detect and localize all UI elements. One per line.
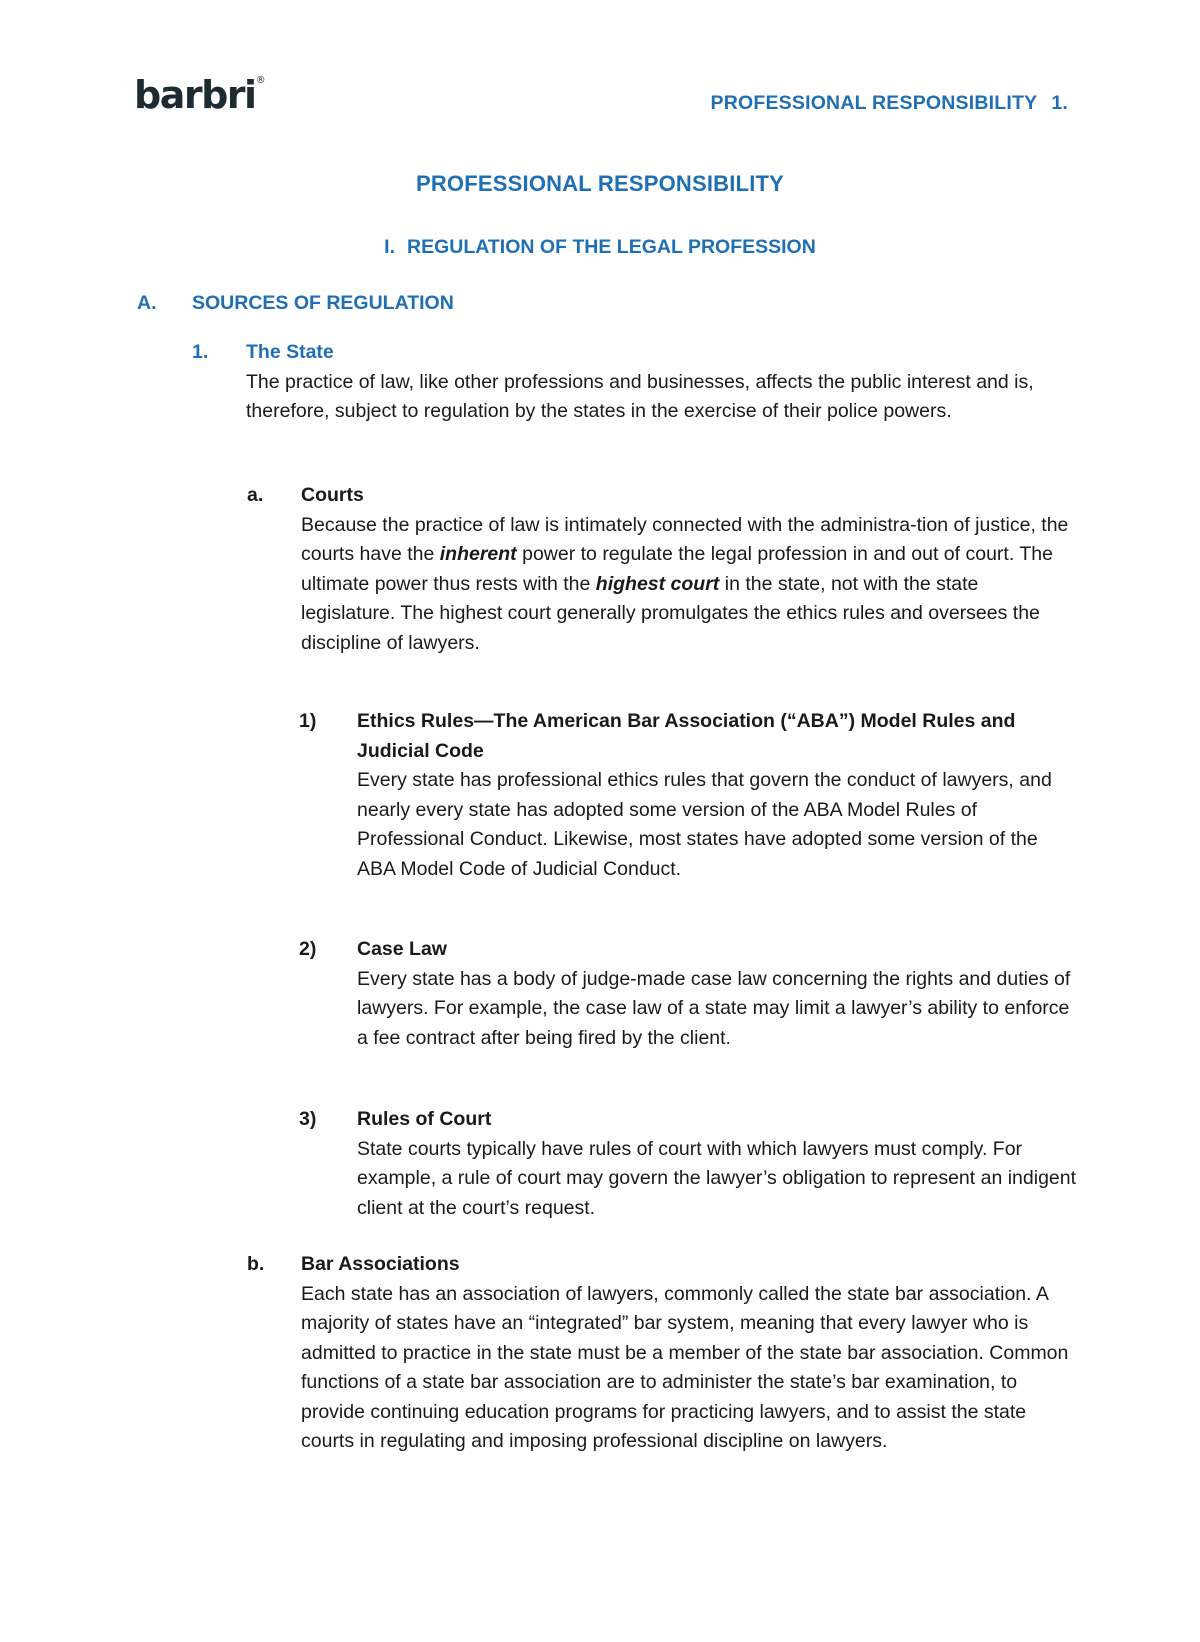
outline-item-rules-of-court — [299, 1105, 1077, 1223]
running-header — [710, 92, 1068, 115]
item-body — [301, 511, 1071, 659]
page-number: 1. — [1051, 92, 1068, 114]
running-title: PROFESSIONAL RESPONSIBILITY — [710, 92, 1038, 114]
item-body: Every state has professional ethics rules that govern the conduct of lawyers, and nearly every state has adopted some version of the ABA Model Rules of Professional Conduct. Likewise, most states have adopted some version of the ABA Model Code of Judicial Conduct. — [357, 769, 1052, 880]
outline-item-the-state — [192, 338, 1076, 427]
item-body: Each state has an association of lawyers, commonly called the state bar association. A majority of states have an “integrated” bar system, meaning that every lawyer who is admitted to practice in the state must be a member of the state bar association. Common functions of a state bar association are to administer the state’s bar examination, to provide continuing education programs for practicing lawyers, and to assist the state courts in regulating and imposing professional discipline on lawyers. — [301, 1282, 1069, 1452]
body-text: Because the practice of law is intimately connected with the administra-tion of justice, the courts have the — [301, 513, 1069, 565]
item-heading: Courts — [301, 484, 364, 506]
outline-item-bar-associations — [247, 1250, 1081, 1457]
part-title: REGULATION OF THE LEGAL PROFESSION — [407, 236, 816, 258]
item-marker: 2) — [299, 938, 317, 960]
section-letter: A. — [137, 292, 157, 314]
outline-item-courts — [247, 481, 1071, 658]
item-marker: b. — [247, 1253, 265, 1275]
item-marker: 1. — [192, 341, 209, 363]
item-heading: The State — [246, 341, 334, 363]
part-heading — [0, 236, 1200, 259]
item-body: State courts typically have rules of court with which lawyers must comply. For example, a rule of court may govern the lawyer’s obligation to represent an indigent client at the court’s request. — [357, 1137, 1077, 1219]
item-heading: Bar Associations — [301, 1253, 460, 1275]
body-text: in the state, not with the state legislature. The highest court generally promulgates the ethics rules and oversees the discipline of lawyers. — [301, 572, 1040, 654]
section-heading — [137, 292, 454, 315]
item-marker: 1) — [299, 710, 317, 732]
trademark-mark: ® — [255, 75, 266, 86]
item-body: Every state has a body of judge-made case law concerning the rights and duties of lawyers. For example, the case law of a state may limit a lawyer’s ability to enforce a fee contract after being fired by the client. — [357, 967, 1071, 1049]
barbri-logo — [134, 73, 266, 117]
document-title: PROFESSIONAL RESPONSIBILITY — [415, 171, 785, 196]
part-number: I. — [384, 236, 396, 258]
outline-item-case-law — [299, 935, 1077, 1053]
logo-text: barbri — [134, 73, 256, 117]
item-marker: a. — [247, 484, 264, 506]
item-heading: Case Law — [357, 938, 447, 960]
body-text: power to regulate the legal profession in and out of court. The ultimate power thus rests with the — [301, 543, 1053, 595]
outline-item-ethics-rules — [299, 707, 1077, 884]
item-body: The practice of law, like other professions and businesses, affects the public interest and is, therefore, subject to regulation by the states in the exercise of their police powers. — [246, 370, 1034, 422]
item-marker: 3) — [299, 1108, 317, 1130]
section-title: SOURCES OF REGULATION — [192, 292, 454, 314]
item-heading: Ethics Rules—The American Bar Association (“ABA”) Model Rules and Judicial Code — [357, 710, 1016, 762]
item-heading: Rules of Court — [357, 1108, 492, 1130]
emphasis-inherent: inherent — [439, 543, 517, 565]
emphasis-highest-court: highest court — [595, 572, 720, 595]
